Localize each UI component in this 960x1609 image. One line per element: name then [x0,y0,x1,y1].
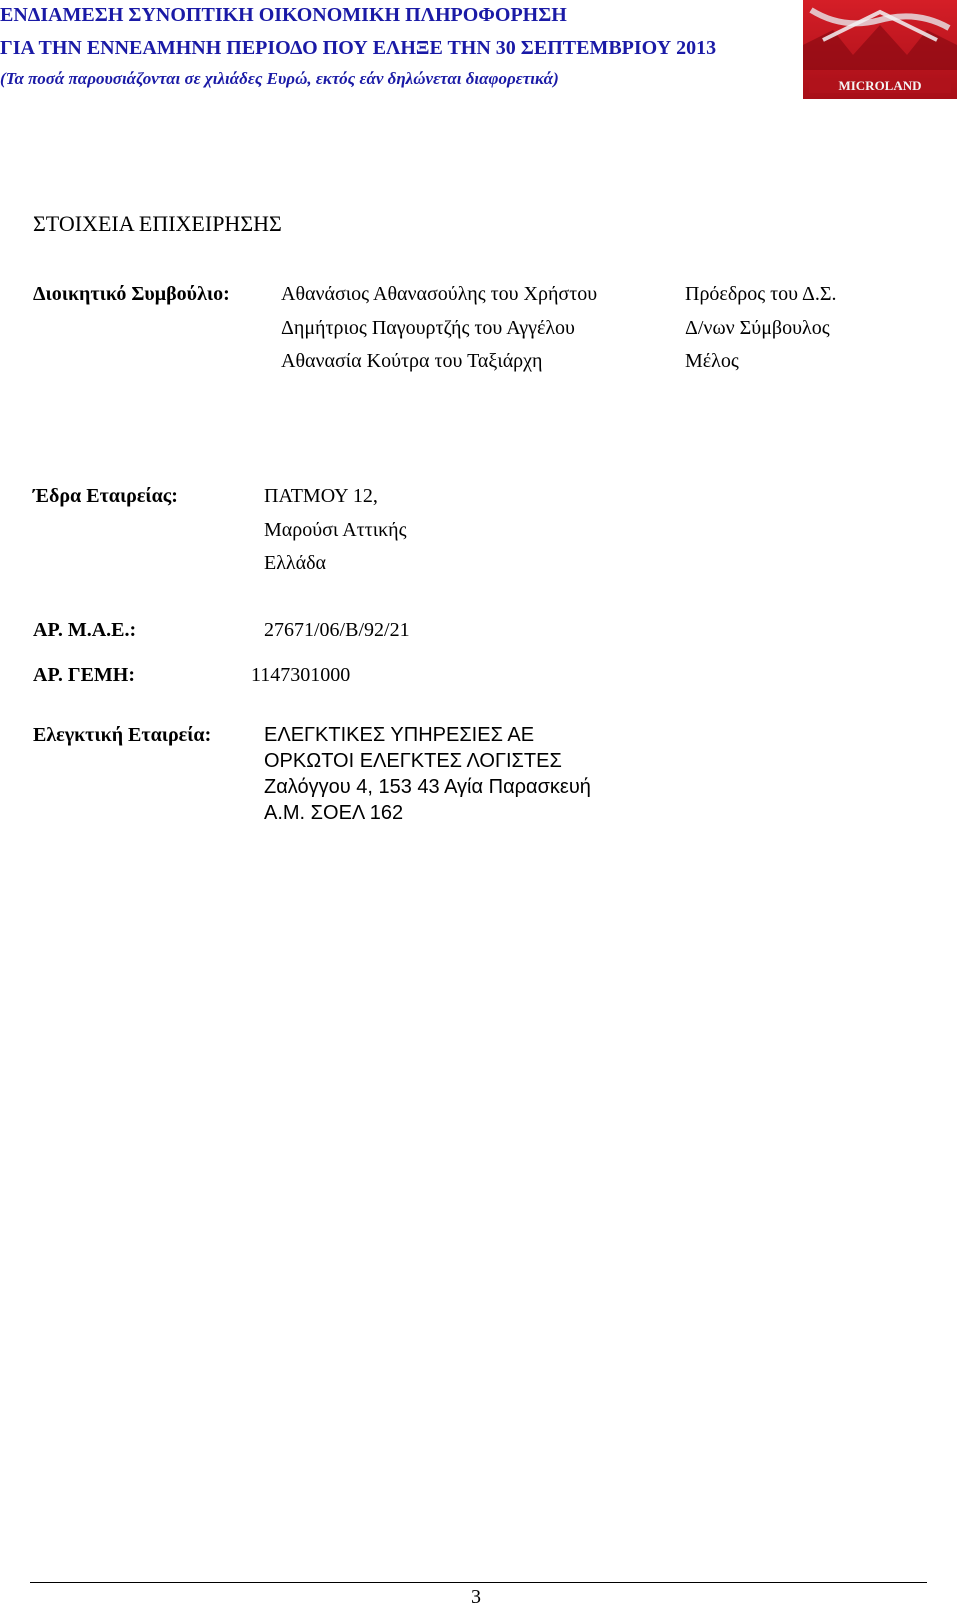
seat-address-line: Ελλάδα [264,552,326,574]
auditor-line: ΕΛΕΓΚΤΙΚΕΣ ΥΠΗΡΕΣΙΕΣ ΑΕ [264,724,535,746]
mae-label: ΑΡ. Μ.Α.Ε.: [33,619,137,641]
board-member-name: Αθανασία Κούτρα του Ταξιάρχη [281,350,543,372]
seat-address-line: ΠΑΤΜΟΥ 12, [264,485,378,507]
board-member-role: Πρόεδρος του Δ.Σ. [685,283,837,305]
seat-address-line: Μαρούσι Αττικής [264,519,407,541]
auditor-line: ΟΡΚΩΤΟΙ ΕΛΕΓΚΤΕΣ ΛΟΓΙΣΤΕΣ [264,750,562,772]
mae-value: 27671/06/Β/92/21 [264,619,410,641]
auditor-label: Ελεγκτική Εταιρεία: [33,724,212,746]
board-label: Διοικητικό Συμβούλιο: [33,283,230,305]
board-member-name: Δημήτριος Παγουρτζής του Αγγέλου [281,317,575,339]
seat-label: Έδρα Εταιρείας: [33,485,178,507]
section-title: ΣΤΟΙΧΕΙΑ ΕΠΙΧΕΙΡΗΣΗΣ [33,211,282,236]
header-title-line2: ΓΙΑ ΤΗΝ ΕΝΝΕΑΜΗΝΗ ΠΕΡΙΟΔΟ ΠΟΥ ΕΛΗΞΕ ΤΗΝ 30 ΣΕΠΤΕΜΒΡΙΟΥ 2013 [0,37,717,59]
board-member-name: Αθανάσιος Αθανασούλης του Χρήστου [281,283,598,305]
auditor-line: Α.Μ. ΣΟΕΛ 162 [264,802,404,824]
logo-text: MICROLAND [838,78,922,93]
header-note: (Τα ποσά παρουσιάζονται σε χιλιάδες Ευρώ, εκτός εάν δηλώνεται διαφορετικά) [0,69,559,88]
microland-logo-icon [803,0,957,99]
page-number: 3 [471,1586,481,1608]
board-member-role: Δ/νων Σύμβουλος [685,317,830,339]
gemi-label: ΑΡ. ΓΕΜΗ: [33,664,136,686]
board-member-role: Μέλος [685,350,739,372]
auditor-line: Ζαλόγγου 4, 153 43 Αγία Παρασκευή [264,776,591,798]
footer-divider [30,1582,927,1583]
header-title-line1: ΕΝΔΙΑΜΕΣΗ ΣΥΝΟΠΤΙΚΗ ΟΙΚΟΝΟΜΙΚΗ ΠΛΗΡΟΦΟΡΗΣΗ [0,4,567,26]
gemi-value: 1147301000 [251,664,351,686]
